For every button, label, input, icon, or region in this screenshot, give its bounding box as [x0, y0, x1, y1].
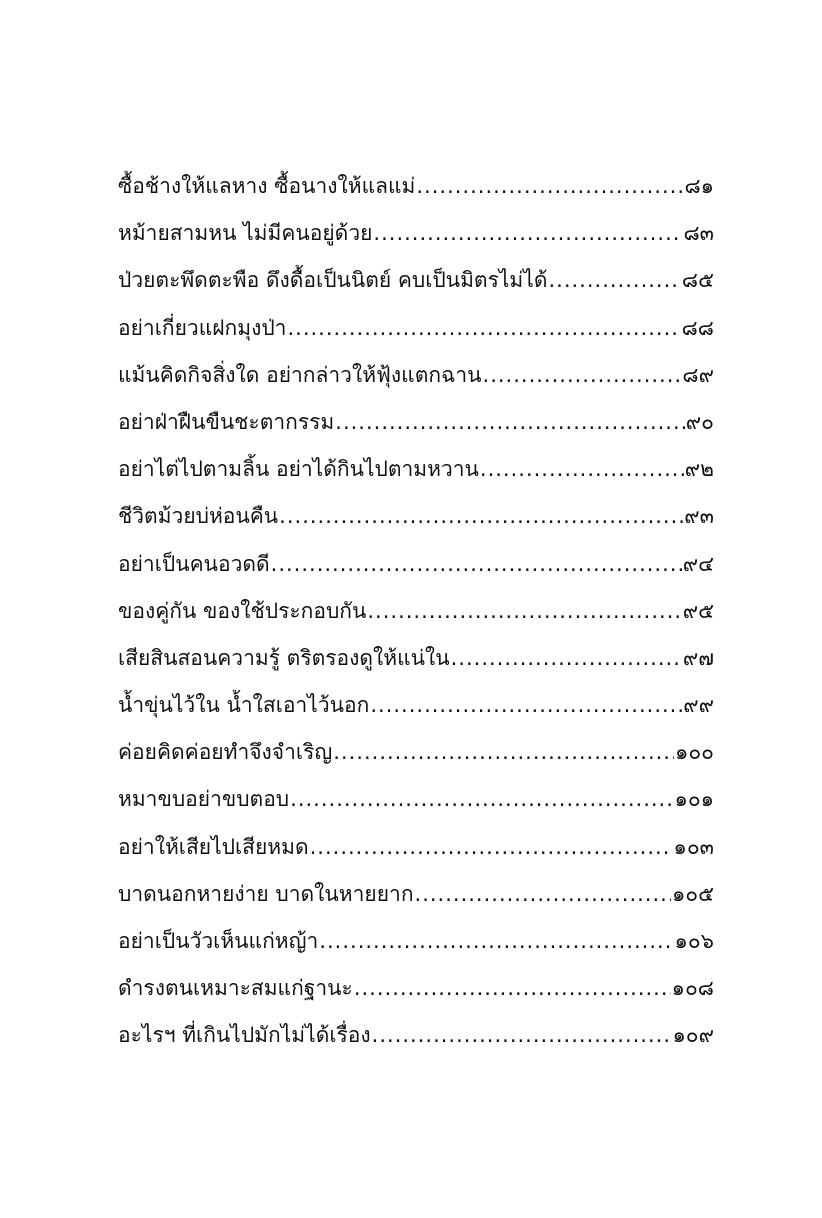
dot-leader: [333, 732, 674, 772]
toc-entry: [118, 827, 714, 874]
toc-entry-title: แม้นคิดกิจสิ่งใด อย่ากล่าวให้ฟุ้งแตกฉาน: [118, 362, 482, 387]
dot-leader: [483, 355, 682, 395]
dot-leader: [271, 544, 682, 584]
toc-entry-page: ๘๘: [681, 315, 714, 340]
toc-entry: [118, 260, 714, 307]
toc-entry-page: ๘๕: [681, 268, 714, 293]
toc-entry: [118, 779, 714, 826]
toc-entry: [118, 638, 714, 685]
toc-entry-title: อย่าเป็นวัวเห็นแก่หญ้า: [118, 929, 319, 953]
toc-entry-page: ๑๐๙: [672, 1023, 714, 1048]
toc-entry-page: ๘๓: [683, 221, 714, 246]
toc-entry: [118, 874, 714, 921]
dot-leader: [354, 968, 671, 1008]
toc-entry-title: อย่าให้เสียไปเสียหมด: [118, 834, 309, 859]
toc-entry: [118, 449, 714, 496]
toc-entry-page: ๙๐: [685, 409, 714, 434]
dot-leader: [310, 827, 673, 867]
toc-entry-page: ๙๕: [682, 598, 714, 623]
toc-entry-title: เสียสินสอนความรู้ ตริตรองดูให้แน่ใน: [118, 645, 450, 670]
toc-entry-page: ๙๒: [684, 457, 714, 482]
toc-entry-page: ๑๐๐: [675, 740, 714, 765]
dot-leader: [372, 1015, 672, 1055]
toc-entry-page: ๑๐๑: [674, 787, 714, 812]
toc-entry-title: หม้ายสามหน ไม่มีคนอยู่ด้วย: [118, 221, 373, 246]
toc-entry-title: น้ำขุ่นไว้ใน น้ำใสเอาไว้นอก: [118, 693, 370, 718]
dot-leader: [287, 308, 680, 348]
toc-entry-page: ๑๐๓: [673, 834, 714, 859]
toc-entry: [118, 732, 714, 779]
dot-leader: [415, 874, 671, 914]
toc-entry-page: ๙๙: [683, 693, 714, 718]
dot-leader: [290, 779, 673, 819]
toc-entry-title: อย่าฝ่าฝืนขืนชะตากรรม: [118, 409, 335, 434]
toc-entry-title: ค่อยคิดค่อยทำจึงจำเริญ: [118, 740, 333, 765]
dot-leader: [416, 166, 683, 206]
toc-entry: [118, 544, 714, 591]
toc-entry-title: อย่าไต่ไปตามลิ้น อย่าได้กินไปตามหวาน: [118, 457, 479, 482]
toc-entry: [118, 1015, 714, 1062]
toc-entry-page: ๙๗: [682, 645, 714, 670]
toc-entry-title: ของคู่กัน ของใช้ประกอบกัน: [118, 598, 367, 623]
toc-entry: [118, 213, 714, 260]
toc-entry: [118, 402, 714, 449]
toc-entry-title: อย่าเกี่ยวแฝกมุงป่า: [118, 315, 287, 340]
table-of-contents: [118, 166, 714, 1063]
toc-entry: [118, 166, 714, 213]
dot-leader: [319, 921, 673, 961]
toc-entry-page: ๑๐๘: [671, 976, 714, 1001]
toc-entry-title: ป่วยตะพึดตะพือ ดึงดื้อเป็นนิตย์ คบเป็นมิตรไม่ได้: [118, 268, 548, 293]
dot-leader: [279, 496, 683, 536]
toc-entry-title: ดำรงตนเหมาะสมแก่ฐานะ: [118, 976, 353, 1001]
toc-entry-title: อย่าเป็นคนอวดดี: [118, 551, 270, 576]
toc-entry-title: หมาขบอย่าขบตอบ: [118, 787, 290, 812]
toc-entry-page: ๑๐๕: [671, 881, 714, 906]
dot-leader: [335, 402, 685, 442]
toc-entry: [118, 921, 714, 968]
dot-leader: [548, 260, 680, 300]
toc-entry-page: ๘๙: [682, 362, 714, 387]
toc-entry: [118, 968, 714, 1015]
dot-leader: [451, 638, 682, 678]
toc-entry-page: ๘๑: [684, 174, 714, 198]
toc-entry: [118, 685, 714, 732]
dot-leader: [367, 591, 681, 631]
toc-entry: [118, 591, 714, 638]
dot-leader: [373, 213, 682, 253]
toc-entry-page: ๙๓: [684, 504, 714, 529]
toc-entry: [118, 308, 714, 355]
toc-entry: [118, 496, 714, 543]
toc-entry: [118, 355, 714, 402]
toc-entry-title: อะไรฯ ที่เกินไปมักไม่ได้เรื่อง: [118, 1023, 371, 1048]
toc-entry-title: ชีวิตม้วยบ่ห่อนคืน: [118, 504, 279, 529]
dot-leader: [370, 685, 682, 725]
toc-entry-title: บาดนอกหายง่าย บาดในหายยาก: [118, 881, 414, 906]
dot-leader: [480, 449, 684, 489]
toc-entry-title: ซื้อช้างให้แลหาง ซื้อนางให้แลแม่: [118, 174, 416, 198]
toc-entry-page: ๙๔: [682, 551, 714, 576]
toc-entry-page: ๑๐๖: [674, 929, 714, 953]
